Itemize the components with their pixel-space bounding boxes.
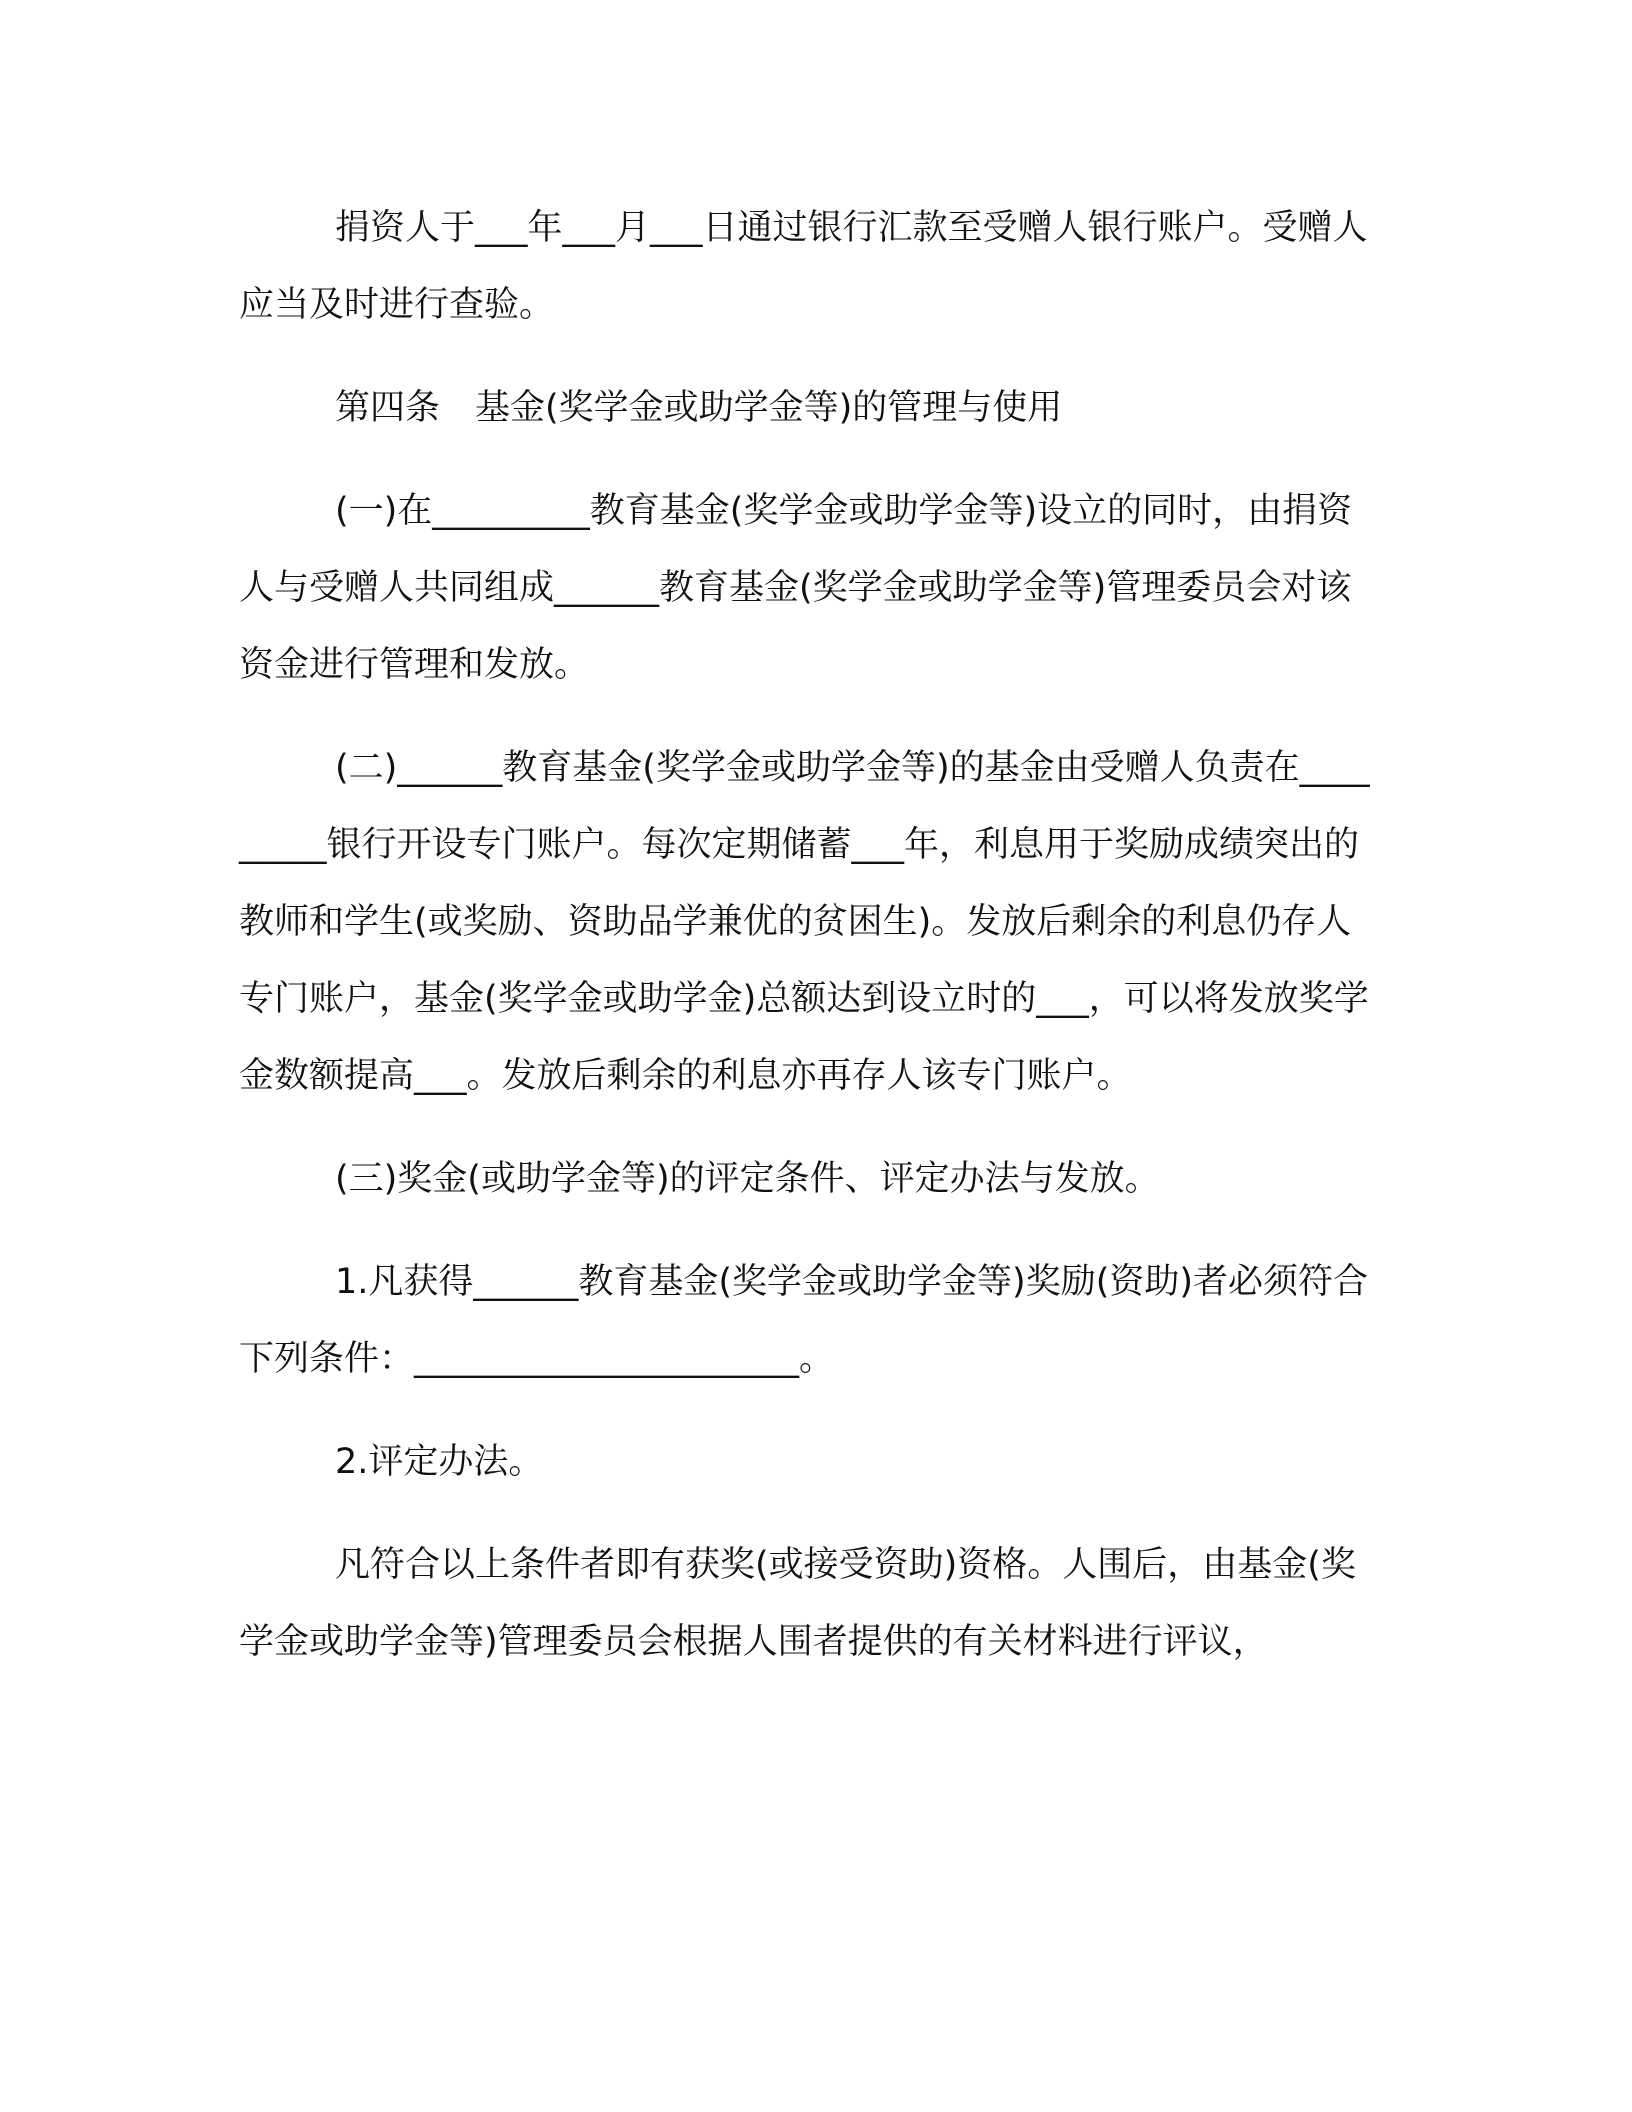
article-four-heading: 第四条 基金(奖学金或助学金等)的管理与使用 xyxy=(335,388,1063,428)
paragraph-conditions: 1.凡获得______教育基金(奖学金或助学金等)奖励(资助)者必须符合下列条件：______________________。 xyxy=(239,1262,1369,1379)
paragraph-eligibility: 凡符合以上条件者即有获奖(或接受资助)资格。人围后，由基金(奖学金或助学金等)管理委员会根据人围者提供的有关材料进行评议， xyxy=(239,1545,1356,1662)
paragraph-clause-two: (二)______教育基金(奖学金或助学金等)的基金由受赠人负责在_________银行开设专门账户。每次定期储蓄___年，利息用于奖励成绩突出的教师和学生(或奖励、资助品学兼优的贫困生)。发放后剩余的利息仍存人专门账户，基金(奖学金或助学金)总额达到设立时的___，可以将发放奖学金数额提高___。发放后剩余的利息亦再存人该专门账户。 xyxy=(239,748,1370,1096)
document-body xyxy=(239,190,1379,1707)
paragraph-evaluation-method: 2.评定办法。 xyxy=(335,1442,544,1482)
paragraph-clause-three: (三)奖金(或助学金等)的评定条件、评定办法与发放。 xyxy=(335,1159,1160,1199)
paragraph-clause-one: (一)在_________教育基金(奖学金或助学金等)设立的同时，由捐资人与受赠人共同组成______教育基金(奖学金或助学金等)管理委员会对该资金进行管理和发放。 xyxy=(239,491,1353,685)
paragraph-remittance: 捐资人于___年___月___日通过银行汇款至受赠人银行账户。受赠人应当及时进行查验。 xyxy=(239,208,1368,325)
